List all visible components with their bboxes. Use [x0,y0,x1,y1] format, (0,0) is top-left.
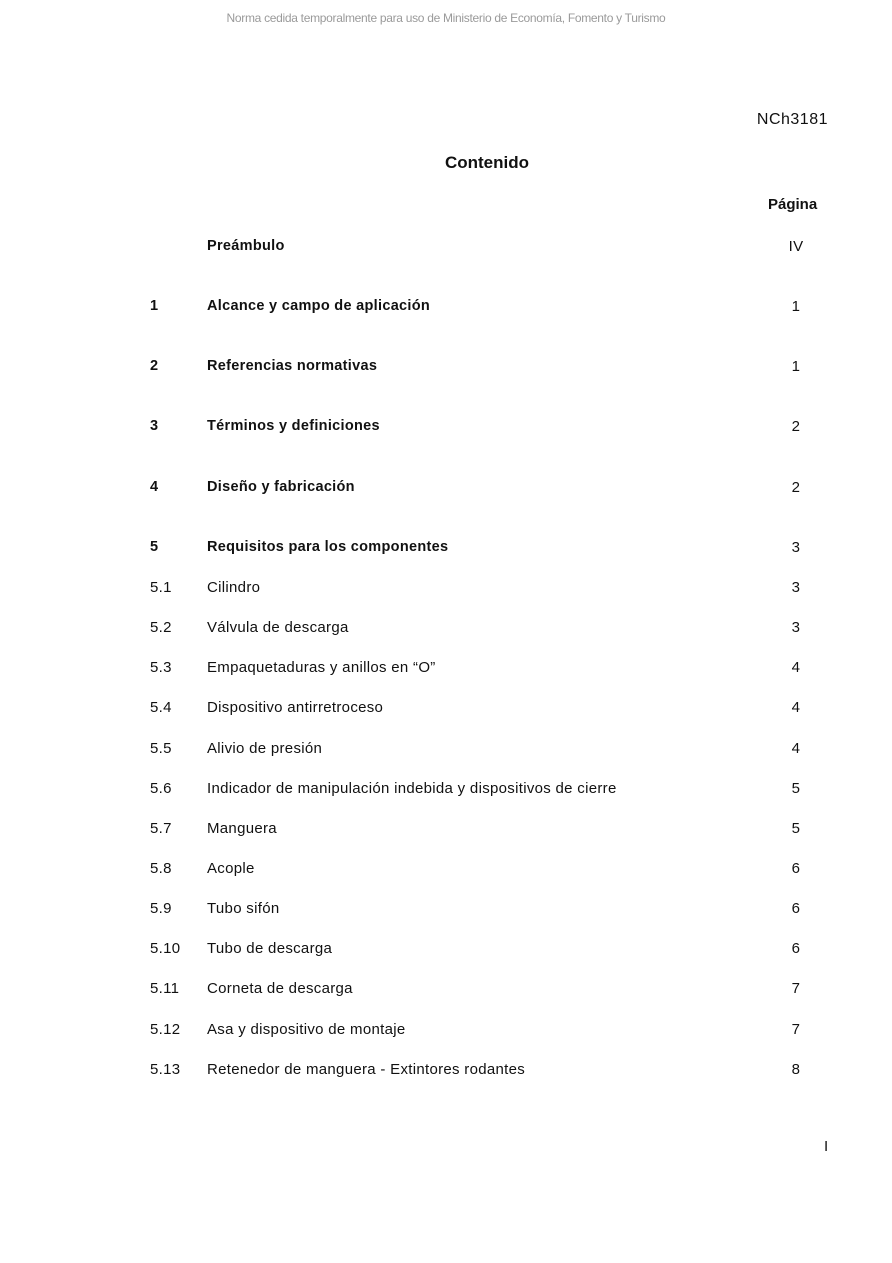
toc-entry-number: 5.4 [150,699,172,716]
toc-entry-page: 1 [791,298,801,315]
toc-entry-title: Requisitos para los componentes [207,539,449,555]
toc-entry-number: 5.9 [150,900,172,917]
toc-entry-title: Alivio de presión [207,740,323,757]
toc-entry-title: Referencias normativas [207,358,378,374]
toc-entry-title: Asa y dispositivo de montaje [207,1021,406,1038]
toc-entry-page: 4 [791,659,801,676]
toc-entry[interactable] [0,238,892,258]
toc-entry[interactable] [0,780,892,800]
toc-entry[interactable] [0,418,892,438]
toc-entry-number: 1 [150,298,159,314]
toc-entry-title: Empaquetaduras y anillos en “O” [207,659,436,676]
toc-entry-page: 3 [791,619,801,636]
toc-entry-page: 5 [791,780,801,797]
toc-entry-title: Manguera [207,820,277,837]
watermark: Norma cedida temporalmente para uso de Ministerio de Economía, Fomento y Turismo [226,11,666,25]
toc-entry-number: 5.1 [150,579,172,596]
toc-entry-page: 6 [791,940,801,957]
page-column-header: Página [768,196,818,213]
toc-entry-page: 3 [791,579,801,596]
toc-entry-number: 5.7 [150,820,172,837]
toc-entry-page: 6 [791,900,801,917]
page-number: I [824,1138,829,1155]
toc-entry-page: 7 [791,980,801,997]
toc-entry-page: 8 [791,1061,801,1078]
toc-entry-page: 6 [791,860,801,877]
toc-entry-title: Tubo sifón [207,900,280,917]
toc-entry-number: 5.6 [150,780,172,797]
toc-entry-number: 3 [150,418,159,434]
toc-entry[interactable] [0,820,892,840]
toc-entry-page: 5 [791,820,801,837]
toc-entry-number: 5.5 [150,740,172,757]
toc-entry-title: Retenedor de manguera - Extintores rodantes [207,1061,526,1078]
toc-entry[interactable] [0,1021,892,1041]
toc-entry-number: 5.3 [150,659,172,676]
page-title: Contenido [444,153,530,172]
toc-entry-page: 4 [791,740,801,757]
toc-entry-page: 2 [791,479,801,496]
toc-entry-page: 7 [791,1021,801,1038]
toc-entry[interactable] [0,479,892,499]
toc-entry-number: 5.8 [150,860,172,877]
toc-entry-title: Tubo de descarga [207,940,333,957]
toc-entry-number: 2 [150,358,159,374]
toc-entry-page: IV [788,238,804,255]
toc-entry-title: Acople [207,860,255,877]
toc-entry[interactable] [0,740,892,760]
toc-entry-title: Válvula de descarga [207,619,349,636]
toc-entry[interactable] [0,659,892,679]
toc-entry-number: 5.10 [150,940,181,957]
toc-entry-page: 2 [791,418,801,435]
toc-entry-title: Dispositivo antirretroceso [207,699,384,716]
toc-entry-number: 5.11 [150,980,180,997]
toc-entry-title: Cilindro [207,579,261,596]
toc-entry-number: 5.2 [150,619,172,636]
toc-entry[interactable] [0,980,892,1000]
toc-entry[interactable] [0,579,892,599]
toc-entry-title: Corneta de descarga [207,980,353,997]
toc-entry[interactable] [0,539,892,559]
document-id: NCh3181 [756,111,828,128]
toc-entry[interactable] [0,358,892,378]
toc-entry-number: 5.12 [150,1021,181,1038]
toc-entry-page: 1 [791,358,801,375]
toc-entry-title: Alcance y campo de aplicación [207,298,431,314]
toc-entry-page: 3 [791,539,801,556]
toc-entry-page: 4 [791,699,801,716]
toc-entry[interactable] [0,860,892,880]
toc-entry-number: 4 [150,479,159,495]
toc-entry-number: 5.13 [150,1061,181,1078]
toc-entry-title: Diseño y fabricación [207,479,355,495]
toc-entry-title: Términos y definiciones [207,418,380,434]
toc-entry[interactable] [0,940,892,960]
toc-entry[interactable] [0,1061,892,1081]
toc-entry-number: 5 [150,539,159,555]
toc-entry-title: Indicador de manipulación indebida y dispositivos de cierre [207,780,617,797]
toc-entry[interactable] [0,699,892,719]
toc-entry[interactable] [0,298,892,318]
toc-entry-title: Preámbulo [207,238,285,254]
toc-entry[interactable] [0,619,892,639]
toc-entry[interactable] [0,900,892,920]
